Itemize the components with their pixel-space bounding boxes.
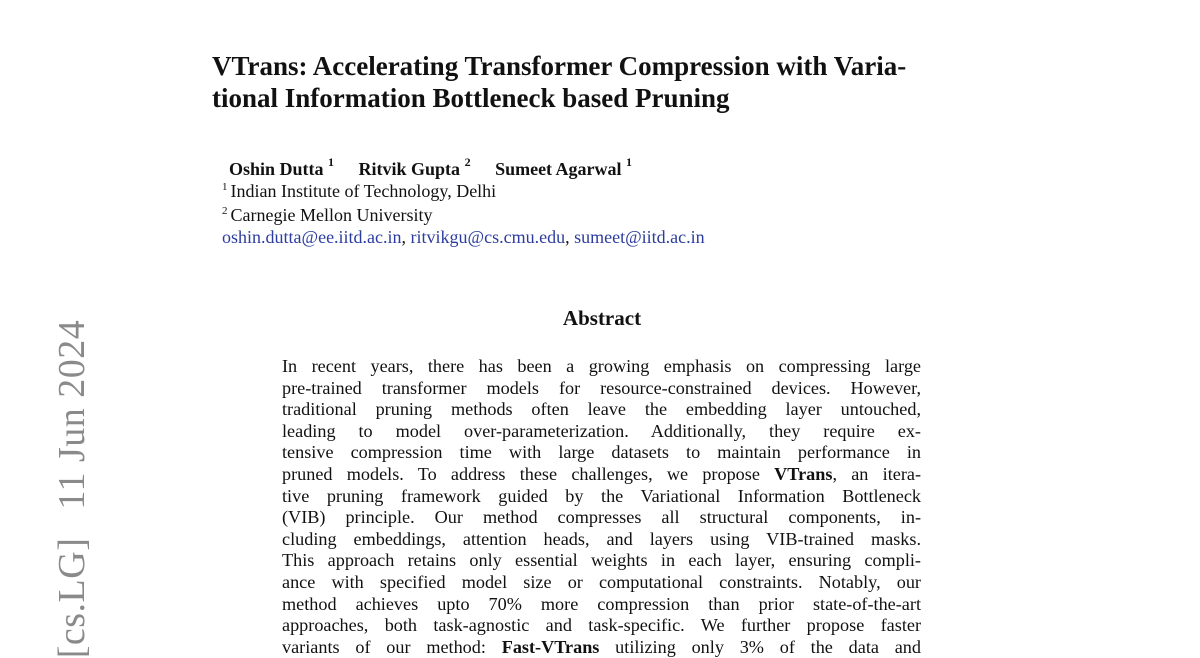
abstract-text: cluding embeddings, attention heads, and layers using VIB-trained masks.: [282, 528, 921, 549]
abstract-line: [282, 550, 921, 572]
author-list: [229, 157, 652, 180]
abstract-text: approaches, both task-agnostic and task-specific. We further propose faster: [282, 615, 921, 636]
arxiv-identifier-sidebar: [50, 302, 94, 658]
author-name: Ritvik Gupta: [358, 159, 461, 179]
author-1: [229, 155, 335, 179]
abstract-text: traditional pruning methods often leave the embedding layer untouched,: [282, 399, 921, 420]
abstract-text: (VIB) principle. Our method compresses all structural components, in-: [282, 507, 921, 528]
abstract-line: [282, 464, 921, 486]
abstract-line: [282, 399, 921, 421]
paper-title-line-2: tional Information Bottleneck based Pruning: [212, 83, 730, 113]
abstract-line: [282, 615, 921, 637]
abstract-text: tive pruning framework guided by the Variational Information Bottleneck: [282, 485, 921, 506]
author-affiliation-mark: 1: [328, 155, 335, 169]
affiliation-mark: 2: [222, 205, 228, 217]
email-link-ritvik[interactable]: ritvikgu@cs.cmu.edu: [410, 227, 566, 247]
abstract-text: variants of our method:: [282, 636, 502, 657]
abstract-line: [282, 356, 921, 378]
method-variant-bold: Fast-VTrans: [501, 636, 600, 657]
author-2: [358, 155, 471, 179]
abstract-text: , an itera-: [832, 463, 922, 484]
abstract-text: In recent years, there has been a growing emphasis on compressing large: [282, 356, 921, 376]
abstract-text: This approach retains only essential weights in each layer, ensuring compli-: [282, 550, 921, 571]
paper-title-line-1: VTrans: Accelerating Transformer Compression with Varia-: [212, 51, 907, 81]
abstract-text: ance with specified model size or computational constraints. Notably, our: [282, 571, 921, 592]
abstract-line: [282, 529, 921, 551]
author-affiliation-mark: 1: [626, 155, 633, 169]
abstract-text: pruned models. To address these challenges, we propose: [282, 463, 775, 484]
email-separator: ,: [401, 227, 411, 247]
abstract-line: [282, 486, 921, 508]
abstract-heading: Abstract: [562, 306, 642, 330]
author-emails: [222, 227, 705, 248]
arxiv-date: 11 Jun 2024: [51, 319, 93, 510]
affiliation-mark: 1: [222, 181, 228, 193]
abstract-text: utilizing only 3% of the data and: [599, 636, 921, 657]
method-name-bold: VTrans: [774, 463, 833, 484]
affiliation-name: Carnegie Mellon University: [230, 205, 433, 225]
abstract-line: [282, 637, 921, 658]
affiliation-name: Indian Institute of Technology, Delhi: [230, 181, 497, 201]
paper-title: [212, 50, 1002, 114]
email-link-oshin[interactable]: oshin.dutta@ee.iitd.ac.in: [222, 227, 402, 247]
abstract-body: [282, 356, 921, 658]
abstract-text: leading to model over-parameterization. Additionally, they require ex-: [282, 420, 921, 441]
email-separator: ,: [565, 227, 575, 247]
author-3: [495, 155, 633, 179]
abstract-line: [282, 572, 921, 594]
abstract-line: [282, 421, 921, 443]
arxiv-category: [cs.LG]: [51, 537, 93, 658]
affiliation-2: [222, 205, 432, 226]
abstract-line: [282, 442, 921, 464]
abstract-text: pre-trained transformer models for resource-constrained devices. However,: [282, 377, 921, 398]
affiliation-1: [222, 181, 496, 202]
abstract-line: [282, 507, 921, 529]
abstract-text: tensive compression time with large datasets to maintain performance in: [282, 442, 921, 463]
abstract-line: [282, 594, 921, 616]
abstract-text: method achieves upto 70% more compression than prior state-of-the-art: [282, 593, 921, 614]
author-affiliation-mark: 2: [464, 155, 471, 169]
author-name: Sumeet Agarwal: [495, 159, 622, 179]
email-link-sumeet[interactable]: sumeet@iitd.ac.in: [574, 227, 705, 247]
author-name: Oshin Dutta: [229, 159, 324, 179]
abstract-line: [282, 378, 921, 400]
